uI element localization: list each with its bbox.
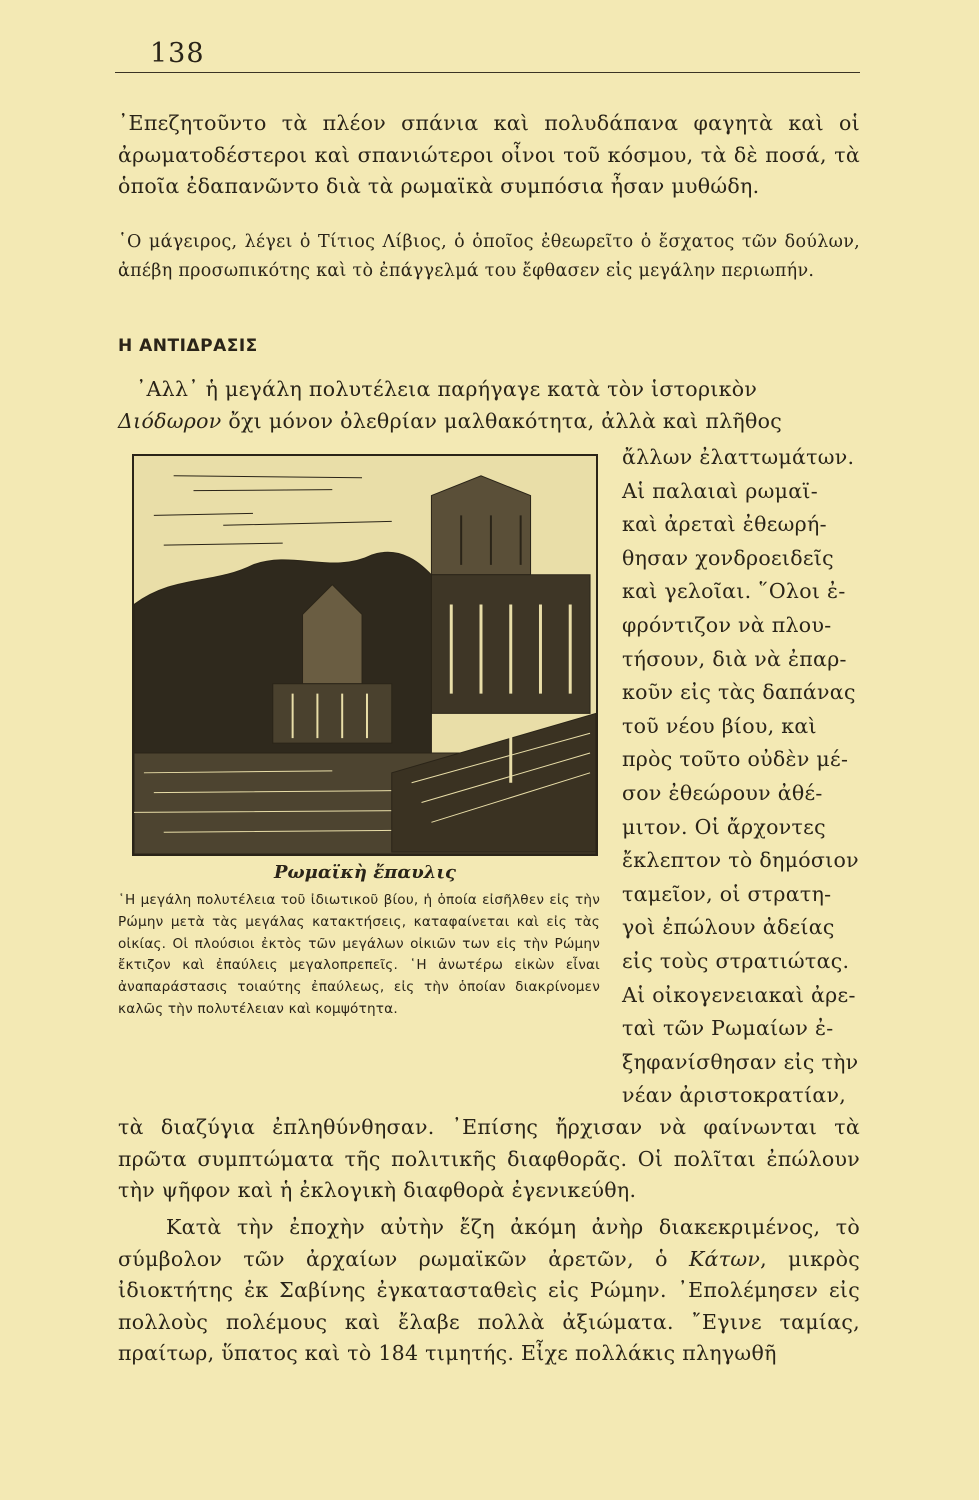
narrow-line: Αἱ οἰκογενειακαὶ ἀρε- [622, 982, 856, 1007]
villa-engraving-icon [134, 456, 596, 854]
narrow-line: καὶ ἀρεταὶ ἐθεωρή- [622, 512, 827, 537]
villa-illustration [132, 454, 598, 856]
p3-rest: ὄχι μόνον ὀλεθρίαν μαλθακότητα, ἀλλὰ καὶ πλῆθος [221, 408, 783, 433]
p3-start: ᾿Αλλ᾿ ἡ μεγάλη πολυτέλεια παρήγαγε κατὰ τὸν ἱστορικὸν [136, 377, 758, 401]
p4-italic-katon: Κάτων [688, 1246, 761, 1271]
narrow-line: θησαν χονδροειδεῖς [622, 545, 834, 570]
paragraph-1-text: ᾿Επεζητοῦντο τὰ πλέον σπάνια καὶ πολυδάπανα φαγητὰ καὶ οἱ ἀρωματοδέστεροι καὶ σπανιώτεροι οἶνοι τοῦ κόσμου, τὰ δὲ ποσά, τὰ ὁποῖα ἐδαπανῶντο διὰ τὰ ρωμαϊκὰ συμπόσια ἦσαν μυθώδη. [118, 111, 860, 198]
paragraph-4 [118, 1212, 860, 1370]
figure-caption: ῾Η μεγάλη πολυτέλεια τοῦ ἰδιωτικοῦ βίου, ἡ ὁποία εἰσῆλθεν εἰς τὴν Ρώμην μετὰ τὰς μεγάλας κατακτήσεις, καταφαίνεται καὶ εἰς τὰς οἰκίας. Οἱ πλούσιοι ἐκτὸς τῶν μεγάλων οἰκιῶν των εἰς τὴν Ρώμην ἔκτιζον καὶ ἐπαύλεις μεγαλοπρεπεῖς. ῾Η ἀνωτέρω εἰκὼν εἶναι ἀναπαράστασις τοιαύτης ἐπαύλεως, εἰς τὴν ὁποίαν διακρίνομεν καλῶς τὴν πολυτέλειαν καὶ κομψότητα. [118, 892, 600, 1017]
paragraph-2-text: ῾Ο μάγειρος, λέγει ὁ Τίτιος Λίβιος, ὁ ὁποῖος ἐθεωρεῖτο ὁ ἔσχατος τῶν δούλων, ἀπέβη προσωπικότης καὶ τὸ ἐπάγγελμά του ἔφθασεν εἰς μεγάλην περιωπήν. [118, 232, 860, 281]
narrow-line: νέαν ἀριστοκρατίαν, [622, 1083, 847, 1108]
paragraph-3-top-text [118, 374, 860, 437]
header-rule [115, 72, 860, 73]
narrow-line: ταμεῖον, οἱ στρατη- [622, 881, 832, 906]
paragraph-2 [118, 228, 860, 285]
figure-title: Ρωμαϊκὴ ἔπαυλις [273, 862, 456, 883]
paragraph-3-top [118, 374, 860, 437]
narrow-line: τοῦ νέου βίου, καὶ [622, 713, 817, 738]
narrow-line: ἄλλων ἐλαττωμάτων. [622, 445, 855, 469]
narrow-line: φρόντιζον νὰ πλου- [622, 612, 832, 637]
narrow-line: Αἱ παλαιαὶ ρωμαϊ- [622, 478, 818, 503]
page-number: 138 [150, 38, 205, 69]
paragraph-1 [118, 108, 860, 203]
narrow-line: εἰς τοὺς στρατιώτας. [622, 948, 850, 973]
narrow-line: ξηφανίσθησαν εἰς τὴν [622, 1049, 859, 1074]
narrow-line: μιτον. Οἱ ἄρχοντες [622, 814, 826, 839]
narrow-line: κοῦν εἰς τὰς δαπάνας [622, 680, 856, 705]
narrow-line: πρὸς τοῦτο οὐδὲν μέ- [622, 747, 849, 772]
narrow-line: ἔκλεπτον τὸ δημόσιον [622, 848, 859, 873]
paragraph-3-narrow-column [622, 441, 862, 1113]
paragraph-3-bottom-text: τὰ διαζύγια ἐπληθύνθησαν. ᾿Επίσης ἤρχισαν νὰ φαίνωνται τὰ πρῶτα συμπτώματα τῆς πολιτικῆς διαφθορᾶς. Οἱ πολῖται ἐπώλουν τὴν ψῆφον καὶ ἡ ἐκλογικὴ διαφθορὰ ἐγενικεύθη. [118, 1115, 860, 1202]
narrow-line: καὶ γελοῖαι. ῞Ολοι ἐ- [622, 579, 846, 604]
narrow-line: γοὶ ἐπώλουν ἀδείας [622, 915, 835, 940]
paragraph-4-text [118, 1212, 860, 1370]
paragraph-3-bottom [118, 1112, 860, 1207]
section-heading: Η ΑΝΤΙΔΡΑΣΙΣ [118, 336, 258, 356]
p4-rest: , μικρὸς ἰδιοκτήτης ἐκ Σαβίνης ἐγκατασταθεὶς εἰς Ρώμην. ᾿Επολέμησεν εἰς πολλοὺς πολέμους καὶ ἔλαβε πολλὰ ἀξιώματα. ῎Εγινε ταμίας, πραίτωρ, ὕπατος καὶ τὸ 184 τιμητής. Εἶχε πολλάκις πληγωθῆ [118, 1246, 860, 1365]
narrow-line: σον ἐθεώρουν ἀθέ- [622, 780, 823, 805]
narrow-line: ταὶ τῶν Ρωμαίων ἐ- [622, 1016, 834, 1041]
narrow-line: τήσουν, διὰ νὰ ἐπαρ- [622, 646, 847, 671]
p3-italic-diodoros: Διόδωρον [118, 408, 222, 433]
p4-start: Κατὰ τὴν ἐποχὴν αὐτὴν ἔζη ἀκόμη ἀνὴρ διακεκριμένος, τὸ σύμβολον τῶν ἀρχαίων ρωμαϊκῶν ἀρετῶν, ὁ [118, 1215, 860, 1271]
